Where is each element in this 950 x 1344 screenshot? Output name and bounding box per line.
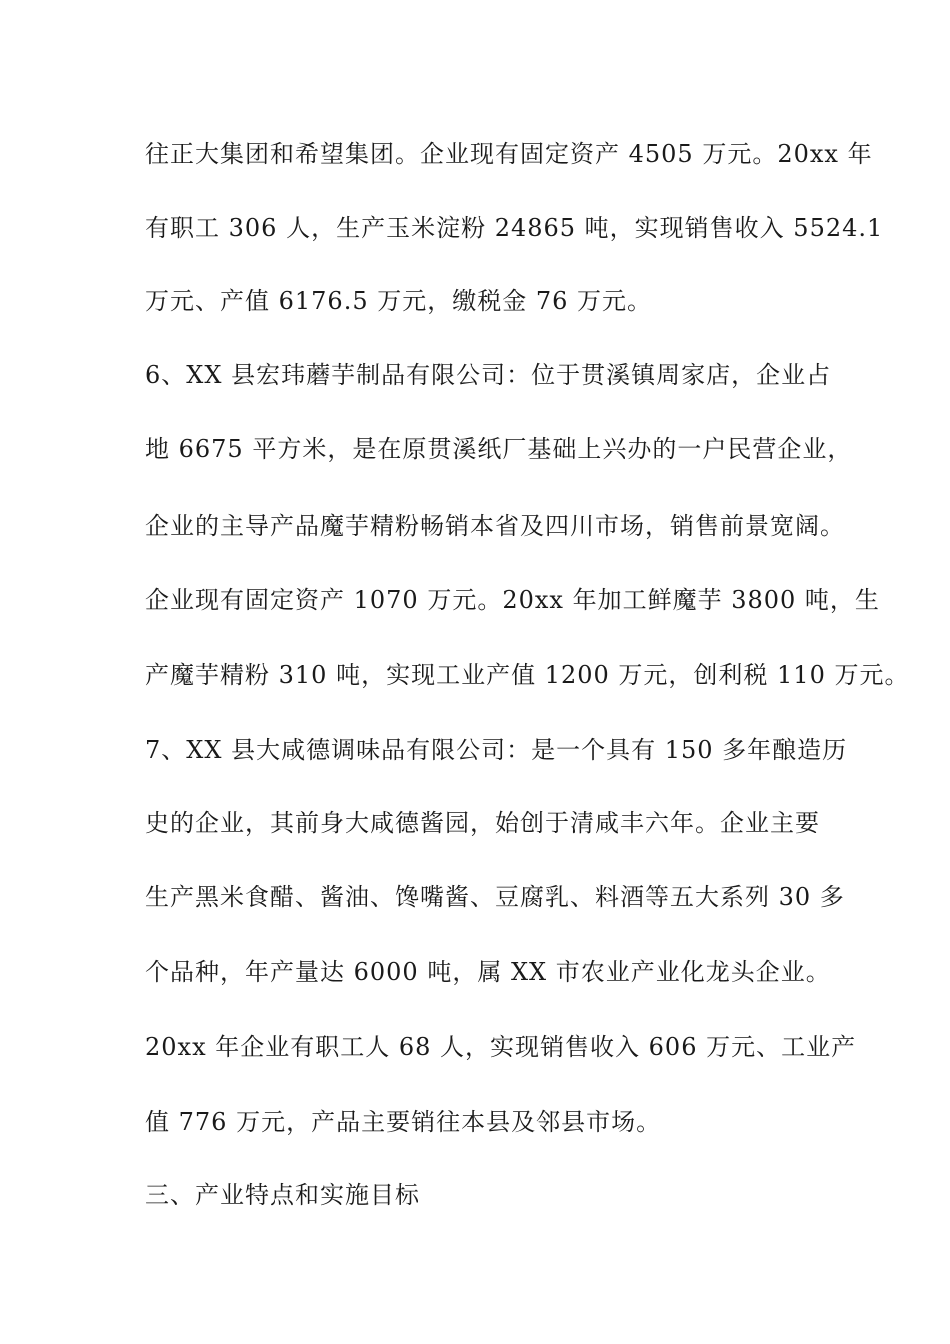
paragraph-line: 生产黑米食醋、酱油、馋嘴酱、豆腐乳、料酒等五大系列 30 多 xyxy=(145,883,845,911)
paragraph-line: 史的企业，其前身大咸德酱园，始创于清咸丰六年。企业主要 xyxy=(145,809,820,837)
paragraph-line: 有职工 306 人，生产玉米淀粉 24865 吨，实现销售收入 5524.1 xyxy=(145,214,884,242)
paragraph-line: 产魔芋精粉 310 吨，实现工业产值 1200 万元，创利税 110 万元。 xyxy=(145,661,910,689)
paragraph-line: 6、XX 县宏玮蘑芋制品有限公司：位于贯溪镇周家店，企业占 xyxy=(145,361,832,389)
paragraph-line: 个品种，年产量达 6000 吨，属 XX 市农业产业化龙头企业。 xyxy=(145,958,831,986)
paragraph-line: 万元、产值 6176.5 万元，缴税金 76 万元。 xyxy=(145,287,653,315)
paragraph-line: 7、XX 县大咸德调味品有限公司：是一个具有 150 多年酿造历 xyxy=(145,736,848,764)
paragraph-line: 值 776 万元，产品主要销往本县及邻县市场。 xyxy=(145,1108,662,1136)
paragraph-line: 企业的主导产品魔芋精粉畅销本省及四川市场，销售前景宽阔。 xyxy=(145,512,845,540)
paragraph-line: 企业现有固定资产 1070 万元。20xx 年加工鲜魔芋 3800 吨，生 xyxy=(145,586,880,614)
paragraph-line: 地 6675 平方米，是在原贯溪纸厂基础上兴办的一户民营企业， xyxy=(145,435,853,463)
paragraph-line: 往正大集团和希望集团。企业现有固定资产 4505 万元。20xx 年 xyxy=(145,140,873,168)
section-heading: 三、产业特点和实施目标 xyxy=(145,1181,420,1209)
paragraph-line: 20xx 年企业有职工人 68 人，实现销售收入 606 万元、工业产 xyxy=(145,1033,857,1061)
